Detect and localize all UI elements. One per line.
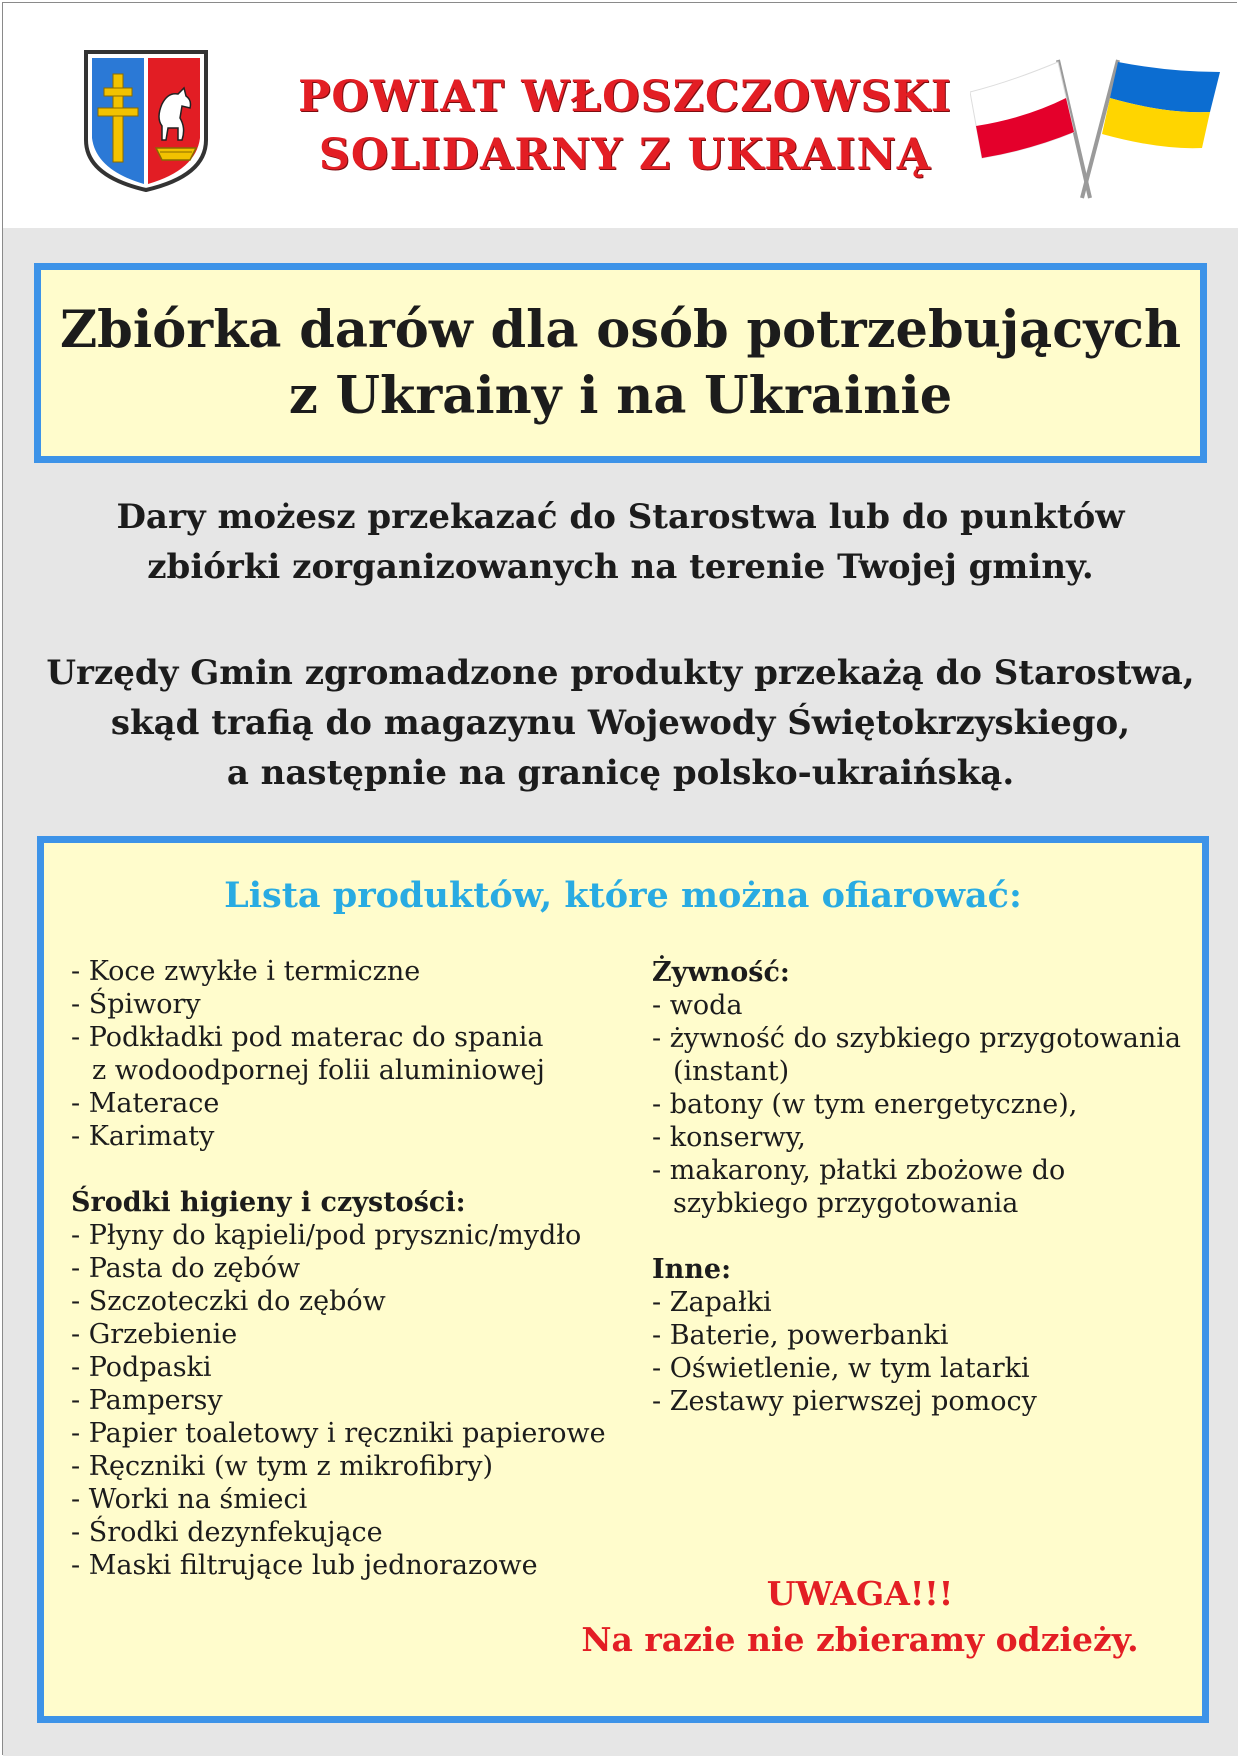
warning-note <box>550 1571 1170 1663</box>
coat-of-arms-icon <box>82 48 210 194</box>
crossed-poland-ukraine-flags-icon <box>970 52 1225 202</box>
header-title-line2: SOLIDARNY Z UKRAINĄ <box>318 130 932 180</box>
list-item: - Środki dezynfekujące <box>71 1517 383 1548</box>
product-list-box <box>37 836 1209 1723</box>
list-item: - Szczoteczki do zębów <box>71 1286 386 1317</box>
list-item: - Ręczniki (w tym z mikrofibry) <box>71 1451 494 1482</box>
list-item: - Zestawy pierwszej pomocy <box>652 1386 1037 1417</box>
list-item: - Worki na śmieci <box>71 1484 308 1515</box>
intro-p1-line2: zbiórki zorganizowanych na terenie Twojej gminy. <box>147 547 1094 587</box>
list-item: - Śpiwory <box>71 989 201 1020</box>
list-item: - Karimaty <box>71 1121 215 1152</box>
list-item: - Pasta do zębów <box>71 1253 301 1284</box>
list-item: - Grzebienie <box>71 1319 238 1350</box>
product-list-left-column <box>71 955 606 1582</box>
list-item-continuation: szybkiego przygotowania <box>673 1188 1019 1219</box>
main-title-line2: z Ukrainy i na Ukrainie <box>288 366 953 426</box>
list-item-continuation: z wodoodpornej folii aluminiowej <box>92 1055 545 1086</box>
intro-paragraph-2 <box>3 648 1238 798</box>
warning-title: UWAGA!!! <box>766 1574 954 1613</box>
list-item: - Płyny do kąpieli/pod prysznic/mydło <box>71 1220 582 1251</box>
list-item: - Baterie, powerbanki <box>652 1320 949 1351</box>
warning-text: Na razie nie zbieramy odzieży. <box>581 1620 1139 1659</box>
list-item: - Podkładki pod materac do spania <box>71 1022 544 1053</box>
main-title-line1: Zbiórka darów dla osób potrzebujących <box>59 300 1182 360</box>
intro-paragraph-1 <box>3 492 1238 592</box>
list-item: - Pampersy <box>71 1385 223 1416</box>
list-item: - Koce zwykłe i termiczne <box>71 956 421 987</box>
list-item: - Maski filtrujące lub jednorazowe <box>71 1550 538 1581</box>
list-item: - Papier toaletowy i ręczniki papierowe <box>71 1418 606 1449</box>
list-item: - Podpaski <box>71 1352 212 1383</box>
intro-p2-line2: skąd trafią do magazynu Wojewody Świętokrzyskiego, <box>110 703 1131 743</box>
list-item: - konserwy, <box>652 1122 806 1153</box>
product-list-heading: Lista produktów, które można ofiarować: <box>224 875 1022 916</box>
list-item: - makarony, płatki zbożowe do <box>652 1155 1066 1186</box>
list-item: - żywność do szybkiego przygotowania <box>652 1023 1181 1054</box>
list-item-continuation: (instant) <box>673 1056 790 1087</box>
list-item: - woda <box>652 990 743 1021</box>
intro-p1-line1: Dary możesz przekazać do Starostwa lub do punktów <box>116 497 1125 537</box>
list-item: - Oświetlenie, w tym latarki <box>652 1353 1030 1384</box>
product-list-right-column <box>652 956 1181 1418</box>
intro-p2-line1: Urzędy Gmin zgromadzone produkty przekażą do Starostwa, <box>46 653 1195 693</box>
list-item: - Materace <box>71 1088 220 1119</box>
section-title-hygiene: Środki higieny i czystości: <box>71 1187 466 1218</box>
header-title <box>200 68 1050 184</box>
list-item: - Zapałki <box>652 1287 772 1318</box>
title-box <box>34 263 1207 463</box>
intro-p2-line3: a następnie na granicę polsko-ukraińską. <box>226 753 1015 793</box>
list-item: - batony (w tym energetyczne), <box>652 1089 1078 1120</box>
section-title-other: Inne: <box>652 1254 732 1285</box>
section-title-food: Żywność: <box>652 957 790 988</box>
header-title-line1: POWIAT WŁOSZCZOWSKI <box>298 72 952 122</box>
